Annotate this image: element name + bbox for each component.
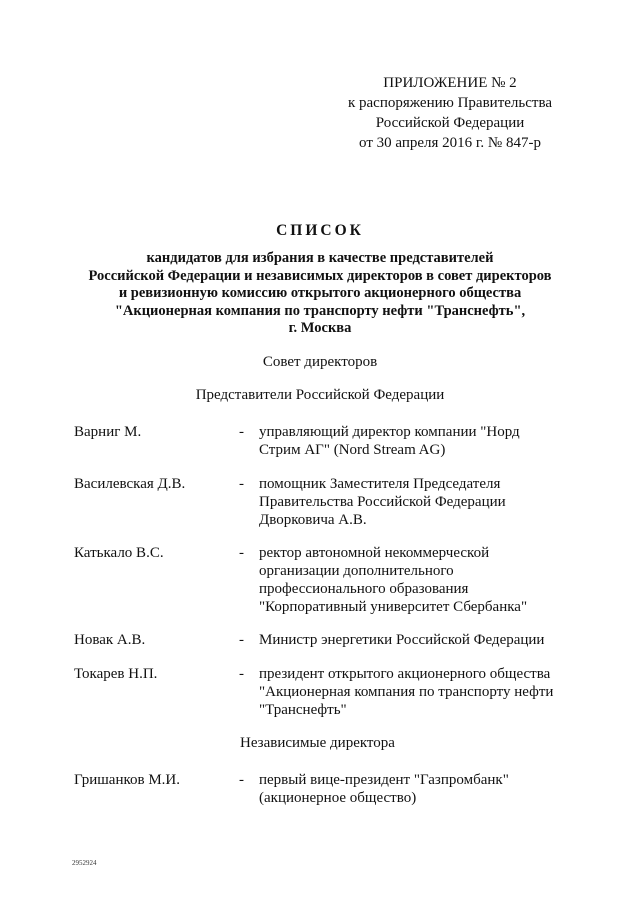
appendix-line: к распоряжению Правительства: [347, 95, 552, 111]
candidate-name: Катькало В.С.: [74, 545, 164, 561]
subtitle-line: Российской Федерации и независимых директоров в совет директоров: [88, 267, 552, 284]
section-heading-independent: Независимые директора: [240, 735, 395, 751]
description-line: "Корпоративный университет Сбербанка": [259, 599, 528, 615]
candidate-name: Варниг М.: [74, 424, 142, 440]
description-line: управляющий директор компании "Норд: [259, 424, 520, 440]
candidate-description: [259, 631, 604, 649]
section-heading-board: Совет директоров: [262, 354, 378, 370]
candidate-description: [259, 771, 604, 807]
description-line: профессионального образования: [259, 581, 469, 597]
section-heading-gov-reps: Представители Российской Федерации: [195, 387, 445, 403]
candidate-name: Гришанков М.И.: [74, 772, 181, 788]
candidate-name: Токарев Н.П.: [74, 666, 158, 682]
description-line: организации дополнительного: [259, 563, 454, 579]
subtitle-line: "Акционерная компания по транспорту нефти "Транснефть",: [114, 302, 526, 319]
subtitle-line: кандидатов для избрания в качестве представителей: [146, 250, 494, 266]
subtitle-line: и ревизионную комиссию открытого акционерного общества: [118, 285, 522, 301]
appendix-header: [300, 73, 600, 153]
candidate-name: Новак А.В.: [74, 632, 146, 648]
dash: -: [239, 476, 244, 492]
description-line: первый вице-президент "Газпромбанк": [259, 772, 509, 788]
candidate-description: [259, 475, 604, 529]
document-code: 2952924: [72, 859, 97, 867]
document-title: СПИСОК: [276, 222, 364, 239]
dash: -: [239, 772, 244, 788]
description-line: Стрим АГ" (Nord Stream AG): [259, 442, 446, 458]
description-line: "Транснефть": [259, 702, 347, 718]
dash: -: [239, 666, 244, 682]
description-line: Правительства Российской Федерации: [259, 494, 506, 510]
description-line: (акционерное общество): [259, 790, 417, 806]
dash: -: [239, 424, 244, 440]
appendix-line: ПРИЛОЖЕНИЕ № 2: [383, 75, 517, 91]
description-line: Министр энергетики Российской Федерации: [259, 632, 545, 648]
candidate-description: [259, 423, 604, 459]
description-line: помощник Заместителя Председателя: [259, 476, 501, 492]
dash: -: [239, 545, 244, 561]
candidate-description: [259, 544, 604, 616]
document-subtitle: [0, 250, 640, 338]
description-line: президент открытого акционерного общества: [259, 666, 551, 682]
candidate-description: [259, 665, 604, 719]
subtitle-line: г. Москва: [288, 320, 352, 336]
description-line: ректор автономной некоммерческой: [259, 545, 490, 561]
description-line: Дворковича А.В.: [259, 512, 367, 528]
candidate-name: Василевская Д.В.: [74, 476, 186, 492]
appendix-line: от 30 апреля 2016 г. № 847-р: [359, 135, 541, 151]
description-line: "Акционерная компания по транспорту нефти: [259, 684, 554, 700]
appendix-line: Российской Федерации: [375, 115, 525, 131]
dash: -: [239, 632, 244, 648]
